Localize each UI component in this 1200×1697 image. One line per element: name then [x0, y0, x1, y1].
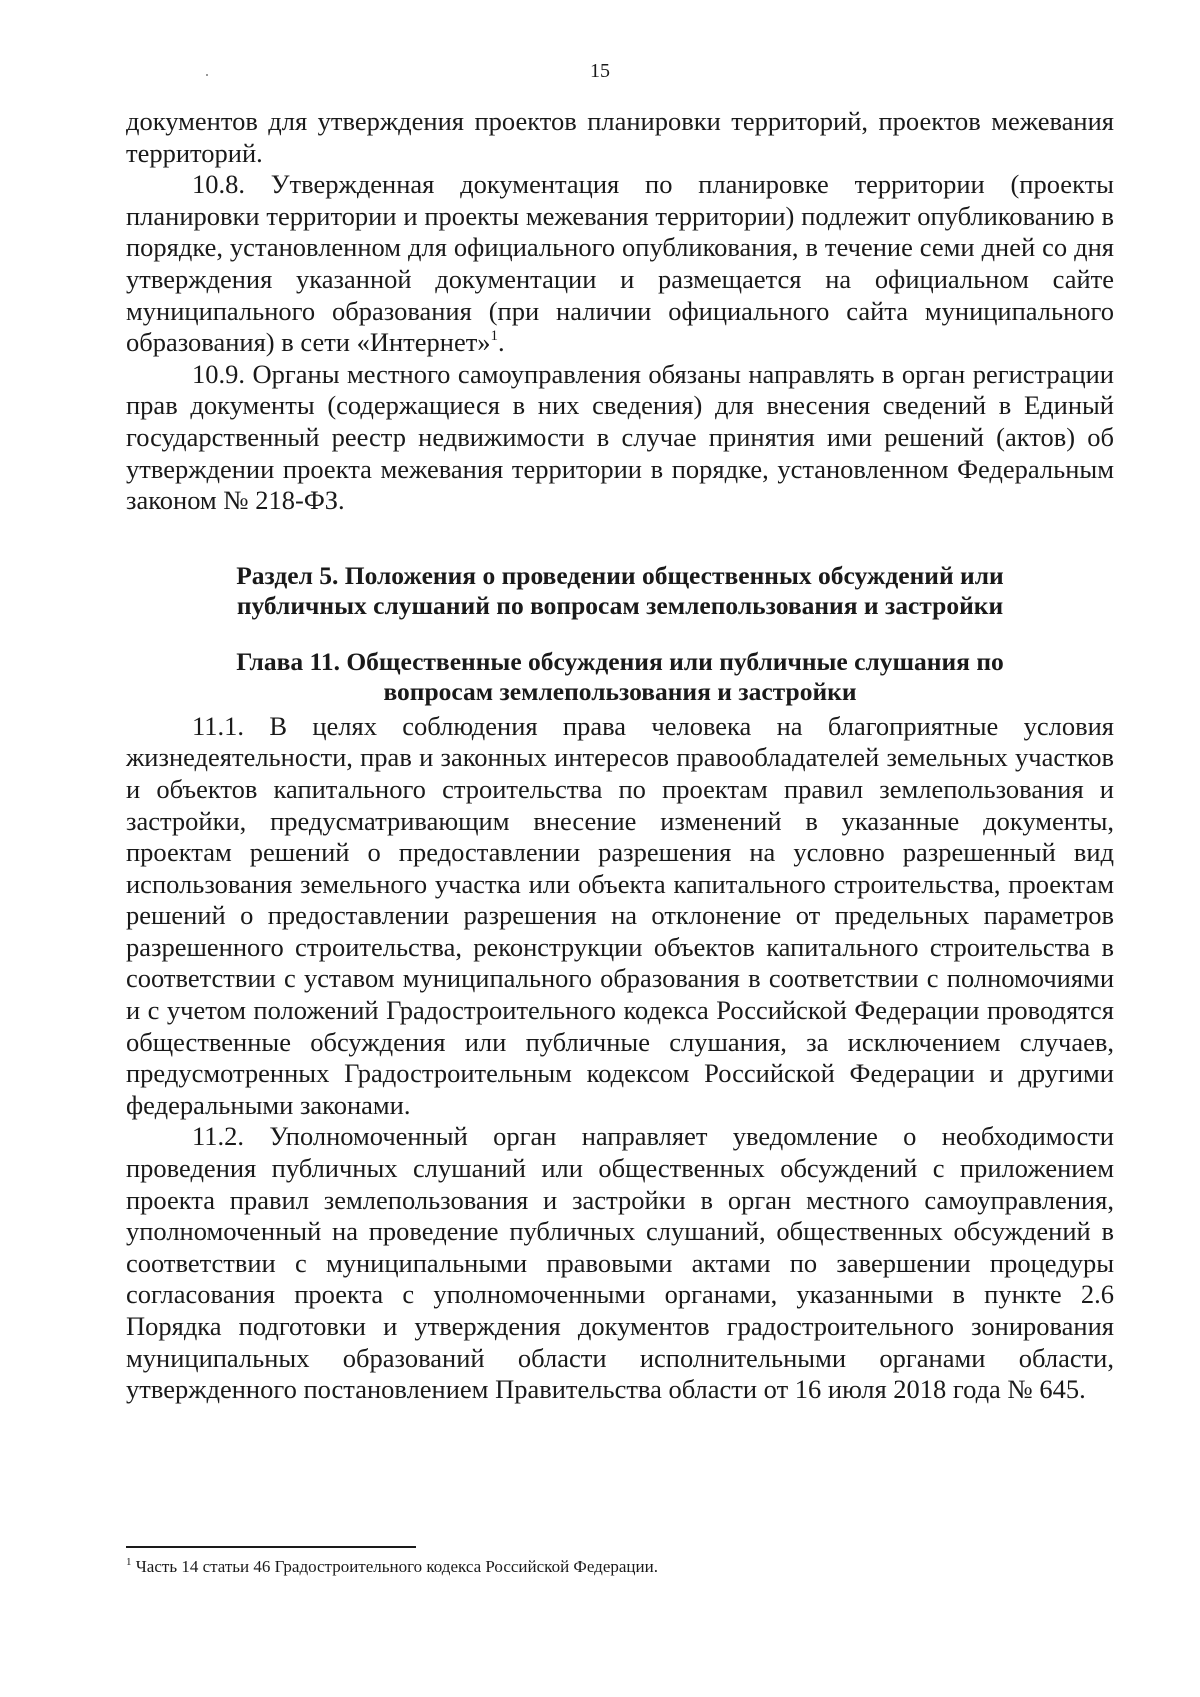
chapter-heading — [126, 647, 1114, 707]
footnote-text: Часть 14 статьи 46 Градостроительного кодекса Российской Федерации. — [131, 1557, 658, 1576]
paragraph-continuation: документов для утверждения проектов планировки территорий, проектов межевания территорий. — [126, 106, 1114, 168]
paragraph-11-2: 11.2. Уполномоченный орган направляет уведомление о необходимости проведения публичных слушаний или общественных обсуждений с приложением проекта правил землепользования и застройки в орган местного самоуправления, уполномоченный на проведение публичных слушаний, общественных обсуждений в соответствии с муниципальными правовыми актами по завершении процедуры согласования проекта с уполномоченными органами, указанными в пункте 2.6 Порядка подготовки и утверждения документов градостроительного зонирования муниципальных образований области исполнительными органами области, утвержденного постановлением Правительства области от 16 июля 2018 года № 645. — [126, 1121, 1114, 1405]
section-heading-line-2: публичных слушаний по вопросам землепользования и застройки — [236, 590, 1004, 620]
paragraph-10-8-text: 10.8. Утвержденная документация по планировке территории (проекты планировки территории и проекты межевания территории) подлежит опубликованию в порядке, установленном для официального опубликования, в течение семи дней со дня утверждения указанной документации и размещается на официальном сайте муниципального образования (при наличии официального сайта муниципального образования) в сети «Интернет» — [126, 169, 1114, 358]
footnote-divider — [126, 1546, 416, 1548]
chapter-heading-line-1: Глава 11. Общественные обсуждения или публичные слушания по — [236, 646, 1004, 676]
paragraph-10-8-end: . — [498, 327, 505, 358]
section-heading-line-1: Раздел 5. Положения о проведении общественных обсуждений или — [236, 560, 1004, 590]
section-heading — [126, 561, 1114, 621]
footnote-marker: 1 — [126, 1556, 132, 1568]
page-number: 15 — [590, 60, 610, 82]
footnote — [126, 1556, 1114, 1578]
paragraph-10-9: 10.9. Органы местного самоуправления обязаны направлять в орган регистрации прав документы (содержащиеся в них сведения) для внесения сведений в Единый государственный реестр недвижимости в случае принятия ими решений (актов) об утверждении проекта межевания территории в порядке, установленном Федеральным законом № 218-ФЗ. — [126, 358, 1114, 516]
paragraph-10-8 — [126, 169, 1114, 359]
document-body — [126, 106, 1114, 1406]
chapter-heading-line-2: вопросам землепользования и застройки — [383, 676, 857, 706]
paragraph-11-1: 11.1. В целях соблюдения права человека на благоприятные условия жизнедеятельности, прав и законных интересов правообладателей земельных участков и объектов капитального строительства по проектам правил землепользования и застройки, предусматривающим внесение изменений в указанные документы, проектам решений о предоставлении разрешения на условно разрешенный вид использования земельного участка или объекта капитального строительства, проектам решений о предоставлении разрешения на отклонение от предельных параметров разрешенного строительства, реконструкции объектов капитального строительства в соответствии с уставом муниципального образования в соответствии с полномочиями и с учетом положений Градостроительного кодекса Российской Федерации проводятся общественные обсуждения или публичные слушания, за исключением случаев, предусмотренных Градостроительным кодексом Российской Федерации и другими федеральными законами. — [126, 710, 1114, 1120]
footnote-reference: 1 — [490, 328, 499, 345]
